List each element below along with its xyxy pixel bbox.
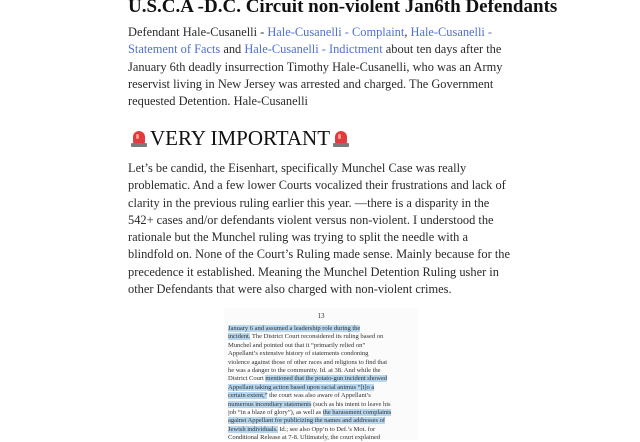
scan-line bbox=[228, 409, 418, 417]
scan-line bbox=[228, 350, 418, 358]
section-heading-text: VERY IMPORTANT bbox=[150, 126, 331, 150]
scan-text-segment: Conditional Release at 7-8. Ultimately, the court explained bbox=[228, 434, 381, 442]
intro-prefix: Defendant Hale-Cusanelli - bbox=[128, 25, 268, 39]
scan-line bbox=[228, 434, 418, 442]
scan-line bbox=[228, 426, 418, 434]
intro-suffix: about ten days after the January 6th deadly insurrection Timothy Hale-Cusanelli, who was an Army reservist living in New Jersey was arrested and charged. The Government requested Detention. Hale-Cusanelli bbox=[128, 42, 503, 109]
scan-line bbox=[228, 401, 418, 409]
scan-page-number: 13 bbox=[317, 312, 325, 320]
statement-of-facts-link[interactable]: Hale-Cusanelli - Statement of Facts bbox=[128, 25, 493, 57]
highlighted-text: against Appellant for publicizing the names and addresses of bbox=[228, 417, 386, 425]
police-siren-icon bbox=[131, 129, 147, 147]
highlighted-text: the harassment complaints bbox=[322, 408, 392, 416]
highlighted-text: mentioned that the potato-gun incident showed bbox=[265, 375, 388, 383]
scan-text-segment: District Court bbox=[228, 375, 266, 383]
scan-line bbox=[228, 384, 418, 392]
scan-text-segment: Id.; see also Opp’n to Def.’s Mot. for bbox=[277, 425, 376, 433]
scan-line bbox=[228, 392, 418, 400]
scan-text-segment: (such as his intent to leave his bbox=[311, 400, 391, 408]
court-document-image bbox=[224, 308, 418, 440]
highlighted-text: January 6 and assumed a leadership role during the bbox=[228, 325, 361, 332]
indictment-link[interactable]: Hale-Cusanelli - Indictment bbox=[244, 42, 383, 57]
scan-text-segment: Munchel and pointed out that it “primarily relied on” bbox=[228, 341, 366, 349]
complaint-link[interactable]: Hale-Cusanelli - Complaint bbox=[267, 25, 405, 39]
scan-text-segment: The District Court reconsidered its ruling based on bbox=[250, 333, 384, 341]
scan-line bbox=[228, 417, 418, 425]
highlighted-text: certain extent,” bbox=[228, 392, 268, 400]
body-paragraph: Let’s be candid, the Eisenhart, specifically Munchel Case was really problematic. And a few lower Courts vocalized their frustrations and lack of clarity in the previous ruling earlier this year. —there is a disparity in the 542+ cases and/or defendants violent versus non-violent. I understood the rationale but the Munchel ruling was trying to split the needle with a blindfold on. None of the Court’s Ruling made sense. Mainly because for the precedence it established. Meaning the Munchel Detention Ruling usher in other Defendants that were also charged with non-violent crimes. bbox=[128, 161, 510, 297]
scan-text-segment: job “in a blaze of glory”), as well as bbox=[228, 408, 323, 416]
scan-text-segment: the court was also aware of Appellant’s bbox=[267, 392, 371, 400]
highlighted-text: numerous incendiary statements bbox=[228, 400, 312, 408]
scan-text bbox=[228, 325, 418, 442]
section-heading bbox=[128, 125, 352, 151]
police-siren-icon bbox=[333, 129, 349, 147]
highlighted-text: Jewish individuals. bbox=[228, 425, 278, 433]
highlighted-text: Appellant taking action based upon racial animus “[t]o a bbox=[228, 383, 375, 391]
intro-separator: , bbox=[404, 25, 411, 39]
scan-line bbox=[228, 375, 418, 383]
intro-paragraph bbox=[128, 24, 512, 110]
scan-line bbox=[228, 367, 418, 375]
post-title: U.S.C.A -D.C. Circuit non-violent Jan6th Defendants bbox=[128, 0, 558, 17]
scan-text-segment: Appellant’s extensive history of statements condoning bbox=[228, 350, 369, 358]
scan-text-segment: violence against those of other races and religions to find that bbox=[228, 358, 388, 366]
intro-separator: and bbox=[220, 42, 245, 57]
scan-line bbox=[228, 359, 418, 367]
scan-line bbox=[228, 325, 418, 333]
scan-line bbox=[228, 333, 418, 341]
scan-text-segment: he was a danger to the community. Id. at 38. And while the bbox=[228, 366, 381, 374]
scan-line bbox=[228, 342, 418, 350]
highlighted-text: incident. bbox=[228, 333, 251, 341]
